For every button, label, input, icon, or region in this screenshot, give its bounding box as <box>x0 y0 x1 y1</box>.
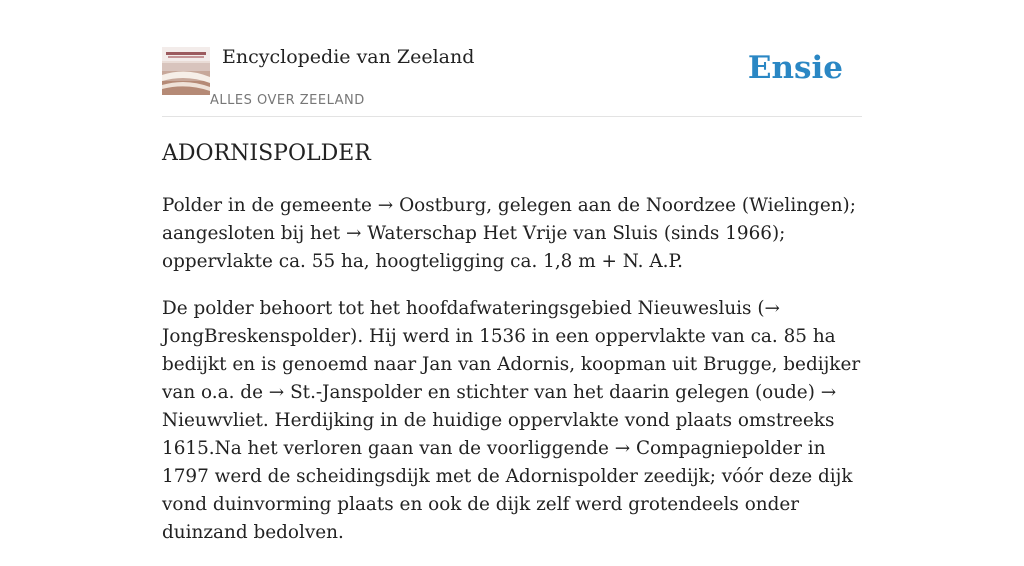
brand-logo[interactable]: Ensie <box>747 50 843 86</box>
link-nieuwvliet[interactable]: Nieuwvliet <box>162 410 263 431</box>
text: , gelegen aan de Noordzee (Wielingen); aangesloten bij het <box>162 195 856 244</box>
link-compagniepolder[interactable]: Compagniepolder <box>635 438 802 459</box>
text: . Herdijking in de huidige oppervlakte vond plaats omstreeks 1615.Na het verloren gaan van de voorliggende <box>162 410 835 459</box>
reference-arrow-icon: → <box>614 438 631 459</box>
reference-arrow-icon: → <box>377 195 394 216</box>
text: (sinds 1966); oppervlakte ca. 55 ha, hoogteligging ca. 1,8 m + N. A.P. <box>162 223 786 272</box>
page-container <box>162 0 862 543</box>
link-waterschap-het-vrije-van-sluis[interactable]: Waterschap Het Vrije van Sluis <box>367 223 658 244</box>
book-stack-photo-icon[interactable] <box>162 47 210 95</box>
reference-arrow-icon: → <box>345 223 362 244</box>
site-header <box>162 0 862 117</box>
text: Polder in de gemeente <box>162 195 378 216</box>
text: in 1797 werd de scheidingsdijk met de Adornispolder zeedijk; vóór deze dijk vond duinvorming plaats en ook de dijk zelf werd grotendeels onder duinzand bedolven. <box>162 438 853 543</box>
article-paragraph-2 <box>162 295 862 547</box>
article-body <box>162 192 862 566</box>
site-title[interactable]: Encyclopedie van Zeeland <box>222 46 475 68</box>
site-tagline: ALLES OVER ZEELAND <box>210 93 365 108</box>
article-paragraph-1 <box>162 192 862 276</box>
text: ). Hij werd in 1536 in een oppervlakte van ca. 85 ha bedijkt en is genoemd naar Jan van Adornis, koopman uit Brugge, bedijker van o.a. de <box>162 326 861 403</box>
article-title: ADORNISPOLDER <box>162 141 371 166</box>
reference-arrow-icon: → <box>268 382 285 403</box>
text: De polder behoort tot het hoofdafwateringsgebied Nieuwesluis ( <box>162 298 765 319</box>
reference-arrow-icon: → <box>764 298 780 319</box>
text: en stichter van het daarin gelegen (oude) <box>421 382 821 403</box>
link-st-janspolder[interactable]: St.-Janspolder <box>290 382 422 403</box>
link-oostburg[interactable]: Oostburg <box>399 195 487 216</box>
link-jongbreskenspolder[interactable]: JongBreskenspolder <box>162 326 351 347</box>
reference-arrow-icon: → <box>820 382 837 403</box>
